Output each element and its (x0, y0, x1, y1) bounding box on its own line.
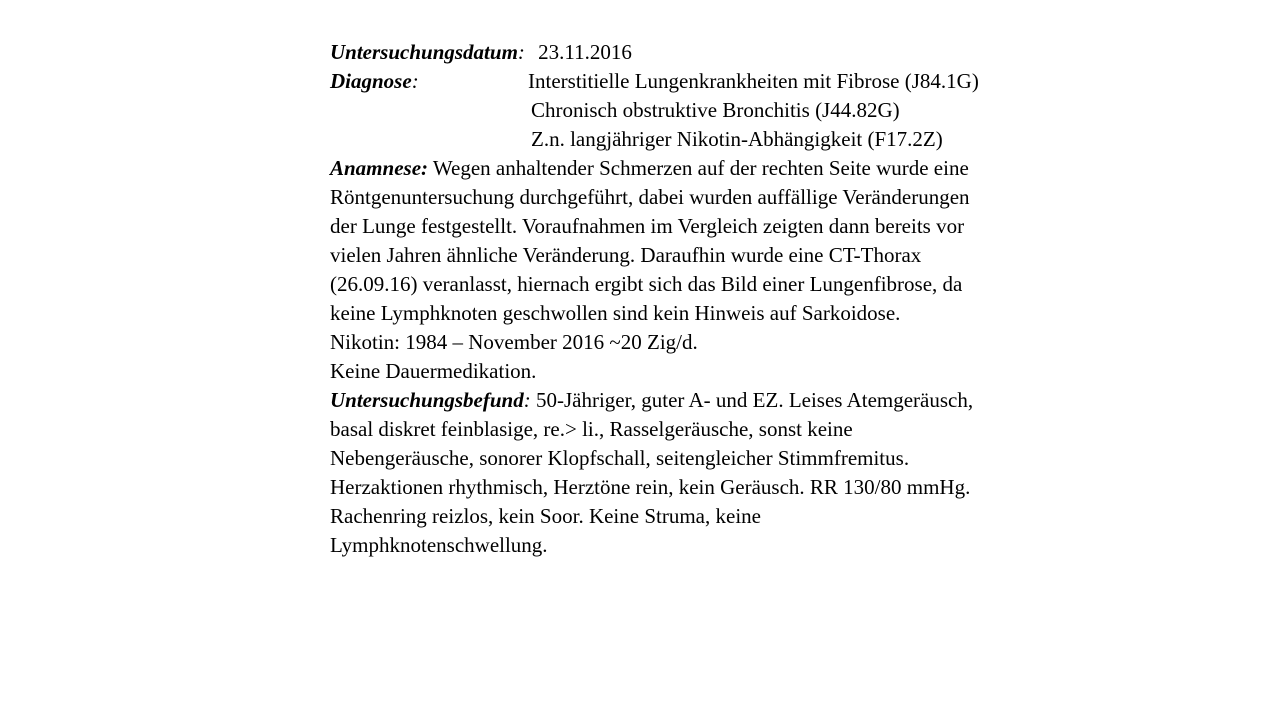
findings-line: Rachenring reizlos, kein Soor. Keine Struma, keine (330, 504, 761, 528)
medication-line: Keine Dauermedikation. (330, 359, 537, 383)
exam-date-colon: : (517, 40, 525, 64)
anamnesis-line: Röntgenuntersuchung durchgeführt, dabei wurden auffällige Veränderungen (330, 185, 970, 209)
anamnesis-line: der Lunge festgestellt. Voraufnahmen im Vergleich zeigten dann bereits vor (330, 214, 965, 238)
findings-label: Untersuchungsbefund (330, 388, 524, 412)
anamnesis-label: Anamnese: (330, 156, 429, 180)
findings-row (330, 386, 1090, 415)
diagnosis-item: Interstitielle Lungenkrankheiten mit Fibrose (J84.1G) (528, 69, 979, 93)
diagnosis-label: Diagnose (330, 69, 412, 93)
findings-line: Lymphknotenschwellung. (330, 533, 548, 557)
diagnosis-row (330, 67, 1090, 96)
anamnesis-line: vielen Jahren ähnliche Veränderung. Daraufhin wurde eine CT-Thorax (330, 243, 922, 267)
diagnosis-item: Z.n. langjähriger Nikotin-Abhängigkeit (F17.2Z) (531, 127, 943, 151)
findings-line: Nebengeräusche, sonorer Klopfschall, seitengleicher Stimmfremitus. (330, 446, 910, 470)
findings-line: Herzaktionen rhythmisch, Herztöne rein, kein Geräusch. RR 130/80 mmHg. (330, 475, 971, 499)
diagnosis-colon: : (411, 69, 419, 93)
nicotine-line: Nikotin: 1984 – November 2016 ~20 Zig/d. (330, 330, 698, 354)
findings-line: basal diskret feinblasige, re.> li., Rasselgeräusche, sonst keine (330, 417, 853, 441)
anamnesis-line: Wegen anhaltender Schmerzen auf der rechten Seite wurde eine (432, 156, 969, 180)
medical-report (330, 38, 1090, 560)
diagnosis-item: Chronisch obstruktive Bronchitis (J44.82G) (531, 98, 900, 122)
anamnesis-line: (26.09.16) veranlasst, hiernach ergibt sich das Bild einer Lungenfibrose, da (330, 272, 963, 296)
exam-date-value: 23.11.2016 (538, 40, 632, 64)
exam-date-row (330, 38, 1090, 67)
findings-colon: : (523, 388, 531, 412)
anamnesis-line: keine Lymphknoten geschwollen sind kein Hinweis auf Sarkoidose. (330, 301, 901, 325)
anamnesis-row (330, 154, 1090, 183)
exam-date-label: Untersuchungsdatum (330, 40, 518, 64)
findings-line: 50-Jähriger, guter A- und EZ. Leises Atemgeräusch, (535, 388, 974, 412)
